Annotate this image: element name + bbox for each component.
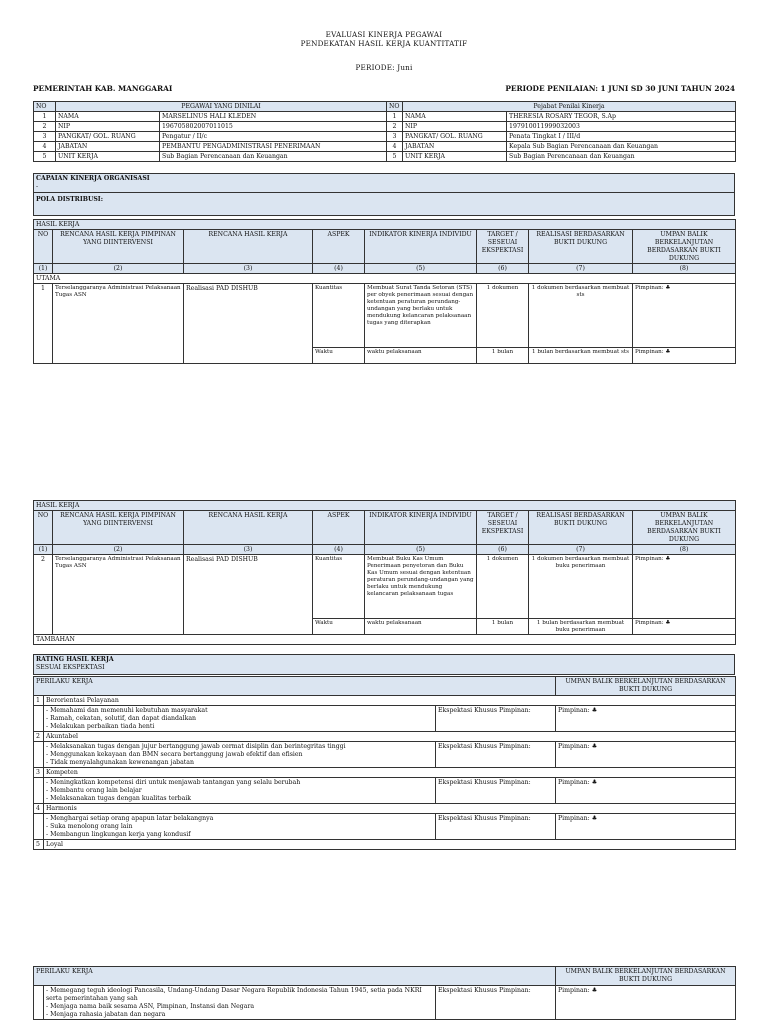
doc-title-1: EVALUASI KINERJA PEGAWAI — [325, 30, 443, 39]
employee-unit: Sub Bagian Perencanaan dan Keuangan — [160, 152, 387, 162]
indicator: Membuat Buku Kas Umum Penerimaan penyetoran dan Buku Kas Umum sesuai dengan ketentuan peraturan perundang-undangan yang berlaku untuk mendukung kelancaran pelaksanaan tugas — [365, 555, 477, 619]
col-num: (2) — [53, 264, 184, 274]
field-label: UNIT KERJA — [56, 152, 160, 162]
behavior-bullet: - Menjaga rahasia jabatan dan negara — [46, 1011, 433, 1019]
assessor-name: THERESIA ROSARY TEGOR, S.Ap — [507, 112, 736, 122]
field-label: NIP — [403, 122, 507, 132]
expectation-label: Ekspektasi Khusus Pimpinan: — [436, 706, 556, 732]
behavior-no: 2 — [34, 732, 44, 742]
row-no: 2 — [34, 122, 56, 132]
behavior-title: Berorientasi Pelayanan — [44, 696, 736, 706]
col-no: NO — [34, 230, 53, 264]
work-plan: Realisasi PAD DISHUB — [184, 284, 313, 364]
behavior-table — [33, 676, 736, 850]
no-header: NO — [34, 102, 56, 112]
feedback-header: UMPAN BALIK BERKELANJUTAN BERDASARKAN BUKTI DUKUNG — [556, 677, 736, 696]
leader-feedback: Pimpinan: ♣ — [556, 706, 736, 732]
behavior-bullet: - Memegang teguh ideologi Pancasila, Undang-Undang Dasar Negara Republik Indonesia Tahun 1945, setia pada NKRI serta pemerintahan yang sah — [46, 987, 433, 1003]
col-realization: REALISASI BERDASARKAN BUKTI DUKUNG — [529, 511, 633, 545]
distribution-label: POLA DISTRIBUSI: — [36, 195, 103, 203]
behavior-title: Loyal — [44, 840, 736, 850]
expectation-label: Ekspektasi Khusus Pimpinan: — [436, 814, 556, 840]
row-no: 4 — [387, 142, 403, 152]
row-no: 3 — [34, 132, 56, 142]
col-num: (6) — [477, 545, 529, 555]
employee-name: MARSELINUS HALI KLEDEN — [160, 112, 387, 122]
row-no: 5 — [34, 152, 56, 162]
rating-table — [33, 654, 735, 675]
rating-value: SESUAI EKSPEKTASI — [36, 663, 105, 671]
behavior-bullet: - Membangun lingkungan kerja yang kondusif — [46, 831, 433, 839]
col-indicator: INDIKATOR KINERJA INDIVIDU — [365, 511, 477, 545]
leader-plan: Terselanggaranya Administrasi Pelaksanaan Tugas ASN — [53, 284, 184, 364]
target: 1 dokumen — [477, 284, 529, 348]
section-title: HASIL KERJA — [34, 220, 736, 230]
row-no: 1 — [387, 112, 403, 122]
aspect: Waktu — [313, 619, 365, 635]
realization: 1 bulan berdasarkan membuat buku penerimaan — [529, 619, 633, 635]
behavior-bullet: - Menjaga nama baik sesama ASN, Pimpinan, Instansi dan Negara — [46, 1003, 433, 1011]
behavior-table-2 — [33, 966, 736, 1020]
leader-feedback: Pimpinan: ♣ — [556, 742, 736, 768]
field-label: PANGKAT/ GOL. RUANG — [56, 132, 160, 142]
field-label: NAMA — [56, 112, 160, 122]
leader-feedback: Pimpinan: ♣ — [556, 778, 736, 804]
field-label: NAMA — [403, 112, 507, 122]
col-num: (8) — [633, 545, 736, 555]
assessor-header: Pejabat Penilai Kinerja — [403, 102, 736, 112]
row-no: 4 — [34, 142, 56, 152]
behavior-no: 4 — [34, 804, 44, 814]
behavior-bullet: - Memahami dan memenuhi kebutuhan masyarakat — [46, 707, 433, 715]
behavior-header: PERILAKU KERJA — [34, 677, 556, 696]
col-num: (2) — [53, 545, 184, 555]
col-num: (3) — [184, 545, 313, 555]
feedback: Pimpinan: ♣ — [633, 284, 736, 348]
work-results-table-2 — [33, 500, 736, 645]
work-plan: Realisasi PAD DISHUB — [184, 555, 313, 635]
col-target: TARGET / SESEUAI EKSPEKTASI — [477, 230, 529, 264]
col-indicator: INDIKATOR KINERJA INDIVIDU — [365, 230, 477, 264]
col-num: (5) — [365, 545, 477, 555]
col-num: (8) — [633, 264, 736, 274]
col-num: (6) — [477, 264, 529, 274]
behavior-title: Akuntabel — [44, 732, 736, 742]
employee-position: PEMBANTU PENGADMINISTRASI PENERIMAAN — [160, 142, 387, 152]
col-num: (3) — [184, 264, 313, 274]
no-header: NO — [387, 102, 403, 112]
org-performance-value: - — [36, 182, 39, 190]
row-no: 2 — [387, 122, 403, 132]
indicator: Membuat Surat Tanda Setoran (STS) per obyek penerimaan sesuai dengan ketentuan peraturan perundang-undangan yang berlaku untuk mendukung kelancaran pelaksanaan tugas yang diterapkan — [365, 284, 477, 348]
target: 1 bulan — [477, 619, 529, 635]
target: 1 bulan — [477, 348, 529, 364]
col-aspect: ASPEK — [313, 230, 365, 264]
behavior-header: PERILAKU KERJA — [34, 967, 556, 986]
behavior-bullet: - Melaksanakan tugas dengan kualitas terbaik — [46, 795, 433, 803]
row-no: 1 — [34, 284, 53, 364]
row-no: 3 — [387, 132, 403, 142]
feedback: Pimpinan: ♣ — [633, 348, 736, 364]
org-performance-title: CAPAIAN KINERJA ORGANISASI — [36, 174, 150, 182]
behavior-bullet: - Melaksanakan tugas dengan jujur bertanggung jawab cermat disiplin dan berintegritas tinggi — [46, 743, 433, 751]
col-num: (7) — [529, 545, 633, 555]
col-target: TARGET / SESEUAI EKSPEKTASI — [477, 511, 529, 545]
leader-feedback: Pimpinan: ♣ — [556, 986, 736, 1020]
assessor-nip: 197910011999032003 — [507, 122, 736, 132]
aspect: Kuantitas — [313, 284, 365, 348]
identity-table — [33, 101, 736, 162]
behavior-no: 5 — [34, 840, 44, 850]
assessor-rank: Penata Tingkat I / III/d — [507, 132, 736, 142]
section-title: HASIL KERJA — [34, 501, 736, 511]
group-label: TAMBAHAN — [34, 635, 736, 645]
employee-header: PEGAWAI YANG DINILAI — [56, 102, 387, 112]
col-no: NO — [34, 511, 53, 545]
col-plan: RENCANA HASIL KERJA — [184, 230, 313, 264]
col-num: (7) — [529, 264, 633, 274]
col-num: (5) — [365, 264, 477, 274]
realization: 1 dokumen berdasarkan membuat sts — [529, 284, 633, 348]
behavior-bullet: - Melakukan perbaikan tiada henti — [46, 723, 433, 731]
field-label: JABATAN — [56, 142, 160, 152]
rating-title: RATING HASIL KERJA — [36, 655, 114, 663]
org-performance-table — [33, 173, 735, 216]
feedback: Pimpinan: ♣ — [633, 619, 736, 635]
behavior-bullet: - Tidak menyalahgunakan kewenangan jabatan — [46, 759, 433, 767]
group-label: UTAMA — [34, 274, 736, 284]
row-no: 2 — [34, 555, 53, 635]
doc-title-2: PENDEKATAN HASIL KERJA KUANTITATIF — [300, 39, 468, 48]
aspect: Waktu — [313, 348, 365, 364]
behavior-title: Kompeten — [44, 768, 736, 778]
behavior-bullet: - Ramah, cekatan, solutif, dan dapat diandalkan — [46, 715, 433, 723]
feedback: Pimpinan: ♣ — [633, 555, 736, 619]
indicator: waktu pelaksanaan — [365, 348, 477, 364]
row-no: 5 — [387, 152, 403, 162]
col-num: (4) — [313, 264, 365, 274]
col-num: (1) — [34, 264, 53, 274]
leader-plan: Terselanggaranya Administrasi Pelaksanaan Tugas ASN — [53, 555, 184, 635]
col-num: (1) — [34, 545, 53, 555]
col-realization: REALISASI BERDASARKAN BUKTI DUKUNG — [529, 230, 633, 264]
leader-feedback: Pimpinan: ♣ — [556, 814, 736, 840]
col-feedback: UMPAN BALIK BERKELANJUTAN BERDASARKAN BUKTI DUKUNG — [633, 230, 736, 264]
expectation-label: Ekspektasi Khusus Pimpinan: — [436, 986, 556, 1020]
employee-rank: Pengatur / II/c — [160, 132, 387, 142]
behavior-no: 3 — [34, 768, 44, 778]
assessor-unit: Sub Bagian Perencanaan dan Keuangan — [507, 152, 736, 162]
target: 1 dokumen — [477, 555, 529, 619]
assessor-position: Kepala Sub Bagian Perencanaan dan Keuangan — [507, 142, 736, 152]
behavior-bullet: - Menghargai setiap orang apapun latar belakangnya — [46, 815, 433, 823]
col-leader-plan: RENCANA HASIL KERJA PIMPINAN YANG DIINTERVENSI — [53, 511, 184, 545]
col-aspect: ASPEK — [313, 511, 365, 545]
work-results-table-1 — [33, 219, 736, 364]
col-plan: RENCANA HASIL KERJA — [184, 511, 313, 545]
behavior-bullet: - Meningkatkan kompetensi diri untuk menjawab tantangan yang selalu berubah — [46, 779, 433, 787]
expectation-label: Ekspektasi Khusus Pimpinan: — [436, 742, 556, 768]
field-label: PANGKAT/ GOL. RUANG — [403, 132, 507, 142]
behavior-title: Harmonis — [44, 804, 736, 814]
col-feedback: UMPAN BALIK BERKELANJUTAN BERDASARKAN BUKTI DUKUNG — [633, 511, 736, 545]
org-name: PEMERINTAH KAB. MANGGARAI — [33, 84, 173, 93]
field-label: JABATAN — [403, 142, 507, 152]
field-label: NIP — [56, 122, 160, 132]
realization: 1 dokumen berdasarkan membuat buku penerimaan — [529, 555, 633, 619]
expectation-label: Ekspektasi Khusus Pimpinan: — [436, 778, 556, 804]
col-leader-plan: RENCANA HASIL KERJA PIMPINAN YANG DIINTERVENSI — [53, 230, 184, 264]
aspect: Kuantitas — [313, 555, 365, 619]
col-num: (4) — [313, 545, 365, 555]
behavior-bullet: - Menggunakan kekayaan dan BMN secara bertanggung jawab efektif dan efisien — [46, 751, 433, 759]
indicator: waktu pelaksanaan — [365, 619, 477, 635]
behavior-bullet: - Suka menolong orang lain — [46, 823, 433, 831]
behavior-bullet: - Membantu orang lain belajar — [46, 787, 433, 795]
field-label: UNIT KERJA — [403, 152, 507, 162]
feedback-header: UMPAN BALIK BERKELANJUTAN BERDASARKAN BUKTI DUKUNG — [556, 967, 736, 986]
row-no: 1 — [34, 112, 56, 122]
employee-nip: 196705802007011015 — [160, 122, 387, 132]
realization: 1 bulan berdasarkan membuat sts — [529, 348, 633, 364]
behavior-no: 1 — [34, 696, 44, 706]
assessment-period: PERIODE PENILAIAN: 1 JUNI SD 30 JUNI TAHUN 2024 — [505, 84, 735, 93]
doc-period: PERIODE: Juni — [355, 63, 413, 72]
